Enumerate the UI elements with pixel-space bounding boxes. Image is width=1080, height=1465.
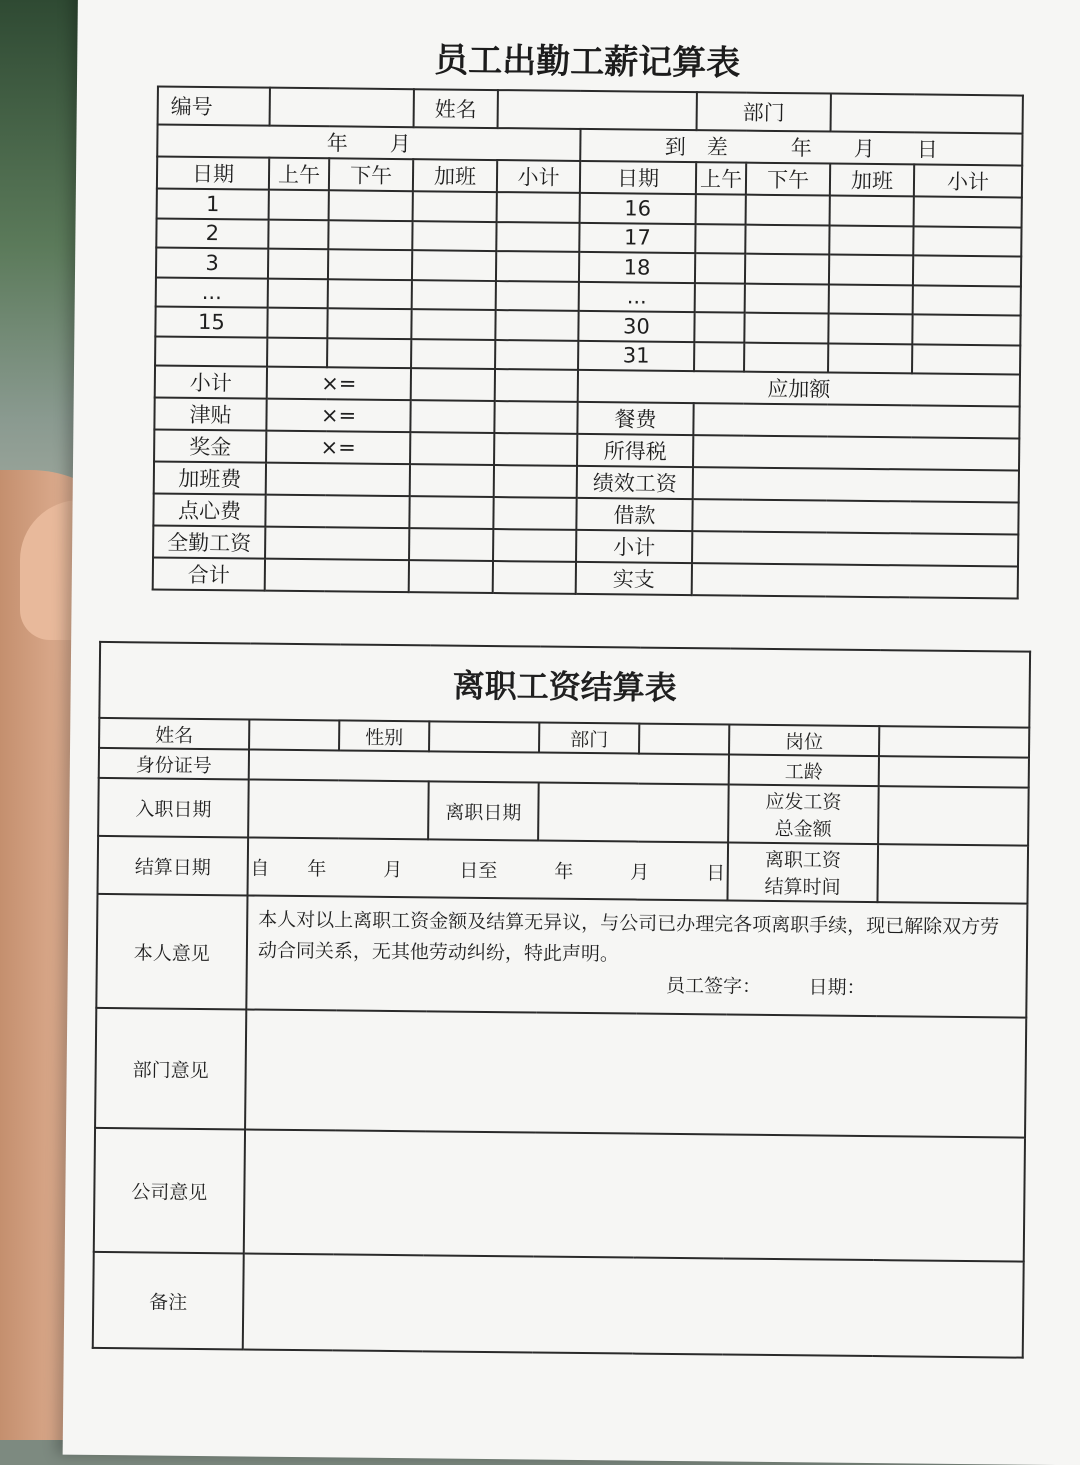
entry-cell[interactable] [269,190,329,220]
date-cell-right: ... [579,281,695,312]
summary-label-right: 借款 [576,498,692,531]
id-value[interactable] [270,88,414,128]
entry-cell[interactable] [327,308,411,338]
self-opinion-row [96,894,1027,1018]
entry-cell[interactable] [327,338,411,368]
entry-cell[interactable] [495,340,578,370]
summary-label-right: 实支 [576,562,692,595]
entry-cell[interactable] [328,279,412,309]
col-overtime: 加班 [413,159,497,192]
entry-cell[interactable] [496,281,579,311]
id-label: 编号 [158,87,270,126]
date-cell-right: 17 [579,222,695,253]
entry-cell[interactable] [409,528,493,561]
entry-cell[interactable] [693,467,1019,502]
company-opinion-row [94,1128,1025,1262]
entry-cell[interactable] [268,219,328,249]
leave-date-value[interactable] [538,783,729,843]
date-cell-left [155,336,267,367]
entry-cell[interactable] [493,529,576,562]
entry-cell[interactable] [412,280,496,310]
join-date-value[interactable] [248,779,429,839]
entry-cell[interactable] [412,221,496,251]
settle-time-label-line-2: 结算时间 [764,875,841,899]
entry-cell[interactable] [912,344,1020,375]
entry-cell[interactable] [746,195,830,225]
entry-cell[interactable] [913,255,1021,286]
entry-cell[interactable] [693,435,1019,470]
entry-cell[interactable] [265,559,409,593]
gross-label-line-1: 应发工资 [765,790,842,814]
seniority-value[interactable] [879,756,1029,788]
gross-label-line-2: 总金额 [774,818,832,841]
res-dept-value[interactable] [639,724,729,755]
date-cell-left: 2 [156,218,268,249]
gender-value[interactable] [429,721,539,752]
summary-label-right: 所得税 [577,434,693,467]
entry-cell[interactable] [744,313,828,343]
entry-cell[interactable] [694,342,744,372]
date-cell-right: 31 [578,340,694,371]
entry-cell[interactable] [695,224,745,254]
col-pm-right: 下午 [746,163,830,196]
company-opinion-value[interactable] [244,1129,1025,1261]
year-month-label: 年 月 [157,124,580,160]
entry-cell[interactable] [693,403,1019,438]
date-cell-right: 30 [578,311,694,342]
entry-cell[interactable] [695,253,745,283]
entry-cell[interactable] [493,497,576,530]
summary-label-left: 合计 [153,557,265,590]
col-date-right: 日期 [580,161,696,194]
remarks-row [93,1252,1024,1358]
date-cell-right: 16 [580,193,696,224]
entry-cell[interactable] [829,255,913,285]
settle-time-label-line-1: 离职工资 [764,848,842,872]
self-opinion-cell [246,895,1027,1017]
entry-cell[interactable] [268,278,328,308]
settle-time-label [727,843,878,903]
leave-date-label: 离职日期 [428,781,539,840]
date-cell-right: 18 [579,252,695,283]
entry-cell[interactable] [266,463,410,497]
res-dept-label: 部门 [539,723,639,754]
entry-cell[interactable] [829,284,913,314]
entry-cell[interactable] [494,433,577,466]
entry-cell[interactable] [268,249,328,279]
summary-label-left: 加班费 [154,461,266,494]
entry-cell[interactable] [913,226,1021,257]
entry-cell[interactable] [409,560,493,593]
position-label: 岗位 [729,725,879,757]
dept-opinion-value[interactable] [245,1009,1026,1137]
settle-date-label: 结算日期 [98,836,249,896]
entry-cell[interactable] [413,191,497,221]
settle-row [98,836,1029,904]
entry-cell[interactable] [828,343,912,373]
resignation-title-row [99,642,1030,728]
attendance-title: 员工出勤工薪记算表 [434,40,741,84]
remarks-value[interactable] [243,1253,1024,1357]
summary-label-left: 点心费 [153,493,265,526]
entry-cell[interactable] [912,314,1020,345]
entry-cell[interactable] [914,196,1022,227]
date-cell-left: 15 [155,306,267,337]
period-end-label: 到 差 年 月 日 [580,129,1022,166]
col-overtime-right: 加班 [830,164,914,197]
date-cell-left: 1 [157,188,269,219]
entry-cell[interactable] [695,283,745,313]
entry-cell[interactable] [328,249,412,279]
col-am-right: 上午 [696,162,746,195]
col-subtotal: 小计 [497,160,580,193]
entry-cell[interactable] [692,499,1018,534]
dept-opinion-label: 部门意见 [95,1008,246,1130]
name-label: 姓名 [414,89,498,128]
entry-cell[interactable] [829,225,913,255]
entry-cell[interactable] [267,308,327,338]
resignation-table [92,641,1031,1359]
entry-cell[interactable] [267,337,327,367]
resignation-title: 离职工资结算表 [99,642,1030,728]
date-cell-left: ... [156,277,268,308]
attendance-table [152,85,1024,599]
multiply-mark: ×= [266,431,410,465]
position-value[interactable] [879,726,1029,758]
entry-cell[interactable] [412,250,496,280]
gross-label [728,785,879,845]
summary-label-right: 餐费 [577,402,693,435]
summary-label-right: 绩效工资 [577,466,693,499]
dept-opinion-row [95,1008,1026,1138]
gender-label: 性别 [339,720,429,751]
entry-cell[interactable] [495,369,578,402]
summary-label-left: 小计 [155,365,267,398]
entry-cell[interactable] [329,190,413,220]
statement-text: 本人对以上离职工资金额及结算无异议，与公司已办理完各项离职手续，现已解除双方劳动合同关系，无其他劳动纠纷，特此声明。 [257,908,1000,966]
entry-cell[interactable] [411,368,495,401]
entry-cell[interactable] [745,283,829,313]
summary-label-left: 津贴 [154,397,266,430]
entry-cell[interactable] [497,192,580,222]
entry-cell[interactable] [411,309,495,339]
paper-sheet [63,0,1080,1465]
summary-label-right: 小计 [576,530,692,563]
summary-label-left: 奖金 [154,429,266,462]
col-date: 日期 [157,156,269,189]
entry-cell[interactable] [745,224,829,254]
id-card-label: 身份证号 [99,748,249,780]
col-subtotal-right: 小计 [914,164,1022,197]
entry-cell[interactable] [913,285,1021,316]
entry-cell[interactable] [265,495,409,529]
entry-cell[interactable] [410,400,494,433]
col-am: 上午 [269,158,329,191]
self-opinion-label: 本人意见 [96,894,247,1010]
multiply-mark: ×= [266,399,410,433]
settle-range[interactable]: 自 年 月 日至 年 月 日 [247,837,728,900]
entry-cell[interactable] [830,196,914,226]
entry-cell[interactable] [495,310,578,340]
entry-cell[interactable] [494,465,577,498]
entry-cell[interactable] [828,314,912,344]
col-pm: 下午 [329,158,413,191]
entry-cell[interactable] [328,220,412,250]
entry-cell[interactable] [493,561,576,594]
entry-cell[interactable] [410,432,494,465]
entry-cell[interactable] [745,254,829,284]
multiply-mark: ×= [267,367,411,401]
entry-cell[interactable] [496,222,579,252]
entry-cell[interactable] [494,401,577,434]
entry-cell[interactable] [410,464,494,497]
date-cell-left: 3 [156,247,268,278]
seniority-label: 工龄 [729,755,879,787]
settle-time-value[interactable] [877,844,1028,904]
entry-cell[interactable] [411,339,495,369]
dept-value[interactable] [831,94,1023,134]
right-summary-header: 应加额 [578,370,1020,407]
entry-cell[interactable] [496,251,579,281]
join-date-label: 入职日期 [98,778,249,838]
gross-value[interactable] [878,786,1029,846]
entry-cell[interactable] [692,563,1018,598]
summary-label-left: 全勤工资 [153,525,265,558]
entry-cell[interactable] [696,194,746,224]
res-name-label: 姓名 [99,718,249,750]
entry-cell[interactable] [409,496,493,529]
entry-cell[interactable] [692,531,1018,566]
company-opinion-label: 公司意见 [94,1128,245,1254]
entry-cell[interactable] [265,527,409,561]
date-row [98,778,1029,846]
name-value[interactable] [498,90,697,130]
res-name-value[interactable] [249,719,339,750]
signature-line[interactable]: 员工签字： 日期： [665,974,866,999]
entry-cell[interactable] [694,312,744,342]
remarks-label: 备注 [93,1252,244,1350]
entry-cell[interactable] [744,342,828,372]
dept-label: 部门 [697,92,831,131]
